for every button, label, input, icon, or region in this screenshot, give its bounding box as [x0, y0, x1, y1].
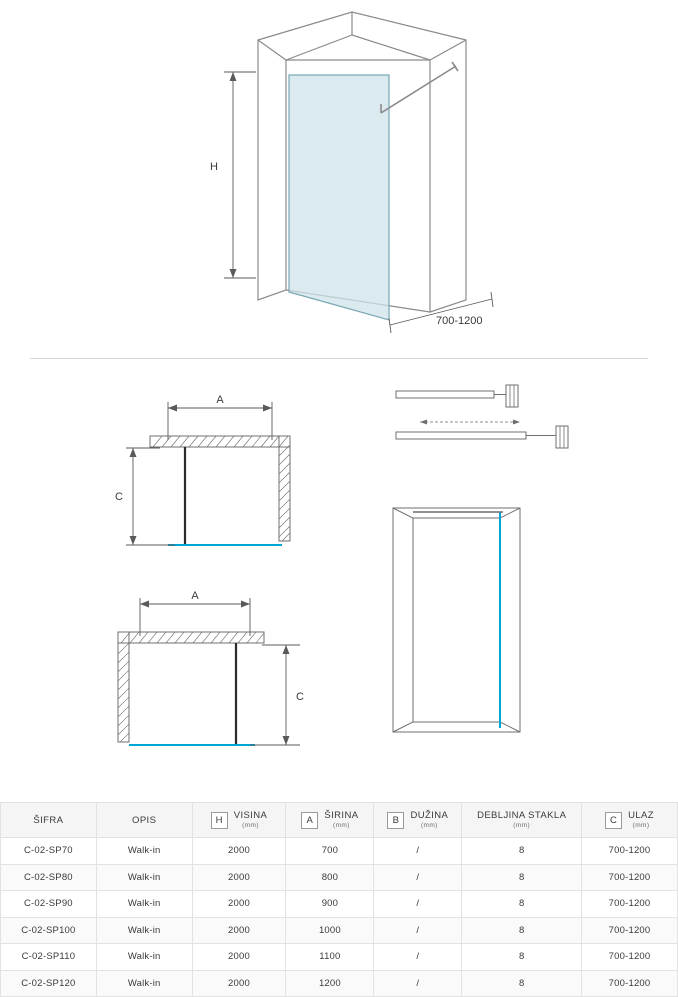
letter-badge-a: A	[301, 812, 318, 829]
cell-sirina: 700	[286, 838, 374, 865]
plan-bottom-width-label: A	[191, 590, 199, 602]
table-header-sifra	[1, 803, 97, 838]
cell-ulaz: 700-1200	[582, 917, 678, 944]
height-dimension-label: H	[210, 161, 218, 173]
cell-opis: Walk-in	[96, 891, 192, 918]
cell-duzina: /	[374, 970, 462, 997]
cell-ulaz: 700-1200	[582, 891, 678, 918]
header-label: DEBLJINA STAKLA	[477, 810, 567, 821]
table-row	[1, 944, 678, 971]
cell-debljina: 8	[462, 970, 582, 997]
perspective-drawing	[0, 0, 678, 360]
cell-sifra: C-02-SP100	[1, 917, 97, 944]
cell-visina: 2000	[192, 864, 286, 891]
plan-bottom-depth-label: C	[296, 691, 304, 703]
cell-duzina: /	[374, 838, 462, 865]
letter-badge-c: C	[605, 812, 622, 829]
header-unit: (mm)	[632, 822, 650, 829]
cell-sifra: C-02-SP80	[1, 864, 97, 891]
cell-ulaz: 700-1200	[582, 838, 678, 865]
header-unit: (mm)	[333, 822, 350, 829]
table-body	[1, 838, 678, 997]
cell-visina: 2000	[192, 891, 286, 918]
table-header-sirina	[286, 803, 374, 838]
table-row	[1, 864, 678, 891]
glass-panel	[289, 75, 389, 320]
cell-debljina: 8	[462, 944, 582, 971]
depth-dimension-label: 700-1200	[436, 315, 483, 327]
cell-duzina: /	[374, 864, 462, 891]
table-header-row	[1, 803, 678, 838]
cell-sirina: 900	[286, 891, 374, 918]
table-header-duzina	[374, 803, 462, 838]
table-row	[1, 838, 678, 865]
cell-sifra: C-02-SP110	[1, 944, 97, 971]
profile-detail-views	[396, 385, 568, 448]
cell-visina: 2000	[192, 970, 286, 997]
header-label: ŠIFRA	[33, 814, 64, 826]
cell-sirina: 1000	[286, 917, 374, 944]
section-divider	[30, 358, 648, 359]
header-unit: (mm)	[242, 822, 259, 829]
cell-sifra: C-02-SP70	[1, 838, 97, 865]
header-label: OPIS	[132, 814, 157, 826]
technical-drawings-svg	[0, 360, 678, 780]
cell-ulaz: 700-1200	[582, 864, 678, 891]
cell-visina: 2000	[192, 944, 286, 971]
cell-sifra: C-02-SP90	[1, 891, 97, 918]
table-header-opis	[96, 803, 192, 838]
cell-opis: Walk-in	[96, 917, 192, 944]
header-unit: (mm)	[513, 822, 531, 829]
cell-debljina: 8	[462, 864, 582, 891]
cell-duzina: /	[374, 944, 462, 971]
letter-badge-h: H	[211, 812, 228, 829]
header-label: VISINA	[233, 810, 268, 821]
cell-ulaz: 700-1200	[582, 944, 678, 971]
elevation-view	[393, 508, 520, 732]
cell-opis: Walk-in	[96, 864, 192, 891]
perspective-drawing-svg	[0, 0, 678, 360]
plan-top-width-label: A	[216, 394, 224, 406]
header-label: ŠIRINA	[324, 810, 359, 821]
table-row	[1, 891, 678, 918]
header-label: DUŽINA	[410, 810, 449, 821]
cell-duzina: /	[374, 917, 462, 944]
cell-opis: Walk-in	[96, 838, 192, 865]
cell-sirina: 1100	[286, 944, 374, 971]
plan-view-bottom	[118, 590, 304, 745]
spec-table-wrapper	[0, 802, 678, 997]
cell-opis: Walk-in	[96, 970, 192, 997]
cell-debljina: 8	[462, 838, 582, 865]
cell-debljina: 8	[462, 891, 582, 918]
cell-debljina: 8	[462, 917, 582, 944]
table-header-visina	[192, 803, 286, 838]
cell-opis: Walk-in	[96, 944, 192, 971]
cell-ulaz: 700-1200	[582, 970, 678, 997]
cell-sirina: 800	[286, 864, 374, 891]
plan-view-top	[115, 394, 290, 545]
spec-table	[0, 802, 678, 997]
cell-sirina: 1200	[286, 970, 374, 997]
table-row	[1, 917, 678, 944]
header-label: ULAZ	[628, 810, 654, 821]
table-header-debljina-stakla	[462, 803, 582, 838]
cell-visina: 2000	[192, 917, 286, 944]
header-unit: (mm)	[420, 822, 438, 829]
table-header-ulaz	[582, 803, 678, 838]
plan-top-depth-label: C	[115, 491, 123, 503]
cell-visina: 2000	[192, 838, 286, 865]
cell-duzina: /	[374, 891, 462, 918]
cell-sifra: C-02-SP120	[1, 970, 97, 997]
letter-badge-b: B	[387, 812, 404, 829]
technical-drawings	[0, 360, 678, 780]
